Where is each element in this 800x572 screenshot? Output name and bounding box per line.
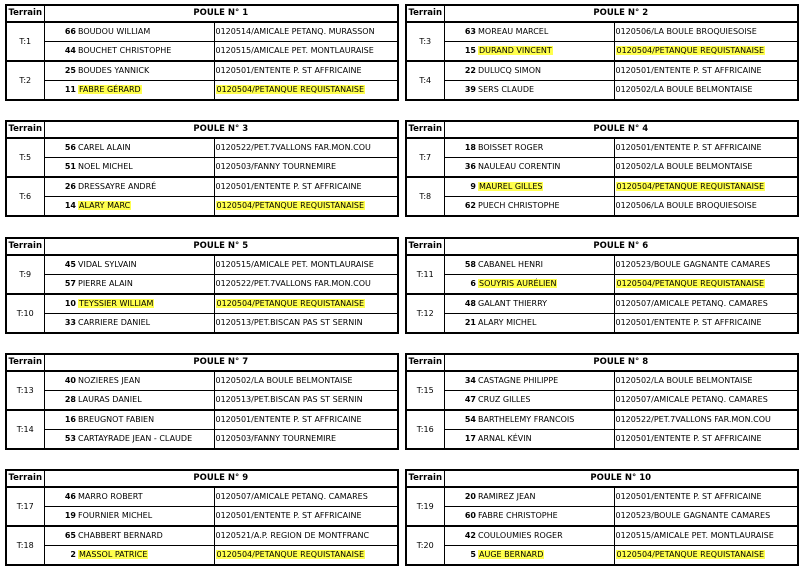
terrain-label: T:18 <box>6 526 44 565</box>
club-name: 0120501/ENTENTE P. ST AFFRICAINE <box>615 318 762 327</box>
player-number: 14 <box>44 197 78 217</box>
player-row <box>406 294 798 314</box>
poule-table <box>405 469 799 566</box>
player-row <box>6 158 398 178</box>
player-row <box>6 487 398 507</box>
player-name: CARRIERE DANIEL <box>78 318 151 327</box>
club-cell <box>614 391 798 411</box>
player-row <box>406 158 798 178</box>
terrain-label: T:11 <box>406 255 444 294</box>
club-name: 0120501/ENTENTE P. ST AFFRICAINE <box>215 511 362 520</box>
terrain-label: T:15 <box>406 371 444 410</box>
poule-title: POULE N° 7 <box>44 354 398 371</box>
club-name: 0120506/LA BOULE BROQUIESOISE <box>615 201 757 210</box>
player-row <box>6 42 398 62</box>
club-name: 0120515/AMICALE PET. MONTLAURAISE <box>215 46 374 55</box>
player-number: 26 <box>44 177 78 197</box>
player-row <box>6 197 398 217</box>
player-number: 17 <box>444 430 478 450</box>
player-row <box>6 391 398 411</box>
club-cell <box>214 391 398 411</box>
club-cell <box>214 22 398 42</box>
player-name: COULOUMIES ROGER <box>478 531 563 540</box>
club-cell <box>614 81 798 101</box>
player-row <box>6 81 398 101</box>
club-name: 0120504/PETANQUE REQUISTANAISE <box>216 299 365 308</box>
club-name: 0120515/AMICALE PET. MONTLAURAISE <box>615 531 774 540</box>
player-name-cell <box>478 526 614 546</box>
player-name-cell <box>78 81 214 101</box>
terrain-label: T:19 <box>406 487 444 526</box>
player-number: 33 <box>44 314 78 334</box>
club-name: 0120504/PETANQUE REQUISTANAISE <box>216 201 365 210</box>
player-number: 51 <box>44 158 78 178</box>
player-name-cell <box>478 430 614 450</box>
terrain-header: Terrain <box>6 354 44 371</box>
player-name: BREUGNOT FABIEN <box>78 415 155 424</box>
player-row <box>6 314 398 334</box>
club-cell <box>214 275 398 295</box>
club-cell <box>214 487 398 507</box>
club-cell <box>214 430 398 450</box>
player-name-cell <box>478 507 614 527</box>
player-number: 6 <box>444 275 478 295</box>
club-cell <box>614 487 798 507</box>
player-name-cell <box>478 42 614 62</box>
player-number: 39 <box>444 81 478 101</box>
player-name-cell <box>478 158 614 178</box>
club-name: 0120521/A.P. REGION DE MONTFRANC <box>215 531 370 540</box>
club-name: 0120504/PETANQUE REQUISTANAISE <box>216 85 365 94</box>
player-name-cell <box>78 177 214 197</box>
club-cell <box>214 294 398 314</box>
player-name: PUECH CHRISTOPHE <box>478 201 560 210</box>
terrain-label: T:12 <box>406 294 444 333</box>
terrain-label: T:4 <box>406 61 444 100</box>
club-cell <box>214 42 398 62</box>
club-name: 0120502/LA BOULE BELMONTAISE <box>215 376 353 385</box>
club-name: 0120501/ENTENTE P. ST AFFRICAINE <box>615 143 762 152</box>
player-name: BOISSET ROGER <box>478 143 544 152</box>
player-row <box>406 526 798 546</box>
player-row <box>6 294 398 314</box>
player-name-cell <box>78 487 214 507</box>
player-row <box>6 526 398 546</box>
club-name: 0120504/PETANQUE REQUISTANAISE <box>616 182 765 191</box>
club-cell <box>614 275 798 295</box>
player-number: 42 <box>444 526 478 546</box>
club-name: 0120507/AMICALE PETANQ. CAMARES <box>615 299 768 308</box>
club-cell <box>614 371 798 391</box>
terrain-label: T:17 <box>6 487 44 526</box>
club-name: 0120515/AMICALE PET. MONTLAURAISE <box>215 260 374 269</box>
poule-table <box>5 237 399 334</box>
player-name: CRUZ GILLES <box>478 395 531 404</box>
terrain-label: T:14 <box>6 410 44 449</box>
terrain-header: Terrain <box>406 238 444 255</box>
player-name: NOZIERES JEAN <box>78 376 141 385</box>
terrain-header: Terrain <box>6 5 44 22</box>
club-cell <box>614 197 798 217</box>
player-name: ALARY MICHEL <box>478 318 537 327</box>
club-name: 0120523/BOULE GAGNANTE CAMARES <box>615 260 771 269</box>
player-number: 15 <box>444 42 478 62</box>
player-name: ALARY MARC <box>79 201 131 210</box>
player-number: 57 <box>44 275 78 295</box>
player-row <box>406 371 798 391</box>
club-cell <box>214 507 398 527</box>
club-cell <box>214 177 398 197</box>
player-number: 18 <box>444 138 478 158</box>
player-number: 53 <box>44 430 78 450</box>
player-number: 48 <box>444 294 478 314</box>
player-row <box>6 61 398 81</box>
player-name: AUGE BERNARD <box>479 550 544 559</box>
terrain-label: T:20 <box>406 526 444 565</box>
player-name: CHABBERT BERNARD <box>78 531 163 540</box>
player-name: BOUDOU WILLIAM <box>78 27 151 36</box>
club-cell <box>614 526 798 546</box>
player-row <box>6 138 398 158</box>
player-name-cell <box>478 138 614 158</box>
player-number: 54 <box>444 410 478 430</box>
player-number: 45 <box>44 255 78 275</box>
player-number: 63 <box>444 22 478 42</box>
player-name: BOUCHET CHRISTOPHE <box>78 46 172 55</box>
club-cell <box>614 22 798 42</box>
club-cell <box>614 61 798 81</box>
terrain-header: Terrain <box>406 5 444 22</box>
club-cell <box>214 61 398 81</box>
player-name: LAURAS DANIEL <box>78 395 142 404</box>
player-row <box>6 255 398 275</box>
player-name: MAUREL GILLES <box>479 182 543 191</box>
club-name: 0120501/ENTENTE P. ST AFFRICAINE <box>615 66 762 75</box>
club-cell <box>614 294 798 314</box>
player-name: DRESSAYRE ANDRÉ <box>78 182 157 191</box>
player-row <box>406 22 798 42</box>
club-cell <box>614 410 798 430</box>
poule-table <box>5 4 399 101</box>
player-row <box>406 391 798 411</box>
club-cell <box>614 177 798 197</box>
club-cell <box>214 371 398 391</box>
player-name: TEYSSIER WILLIAM <box>79 299 154 308</box>
club-name: 0120501/ENTENTE P. ST AFFRICAINE <box>215 66 362 75</box>
player-name-cell <box>478 177 614 197</box>
club-cell <box>614 138 798 158</box>
player-name: FABRE CHRISTOPHE <box>478 511 558 520</box>
terrain-header: Terrain <box>6 121 44 138</box>
club-name: 0120522/PET.7VALLONS FAR.MON.COU <box>215 279 371 288</box>
player-name-cell <box>78 42 214 62</box>
player-number: 5 <box>444 546 478 566</box>
player-number: 20 <box>444 487 478 507</box>
player-row <box>6 410 398 430</box>
player-row <box>6 371 398 391</box>
player-number: 11 <box>44 81 78 101</box>
terrain-label: T:7 <box>406 138 444 177</box>
poule-title: POULE N° 6 <box>444 238 798 255</box>
player-number: 36 <box>444 158 478 178</box>
club-name: 0120513/PET.BISCAN PAS ST SERNIN <box>215 318 363 327</box>
terrain-header: Terrain <box>6 238 44 255</box>
club-cell <box>614 546 798 566</box>
club-name: 0120501/ENTENTE P. ST AFFRICAINE <box>215 415 362 424</box>
player-name: VIDAL SYLVAIN <box>78 260 137 269</box>
player-row <box>6 546 398 566</box>
player-name-cell <box>478 487 614 507</box>
player-name: DURAND VINCENT <box>479 46 552 55</box>
terrain-label: T:5 <box>6 138 44 177</box>
club-name: 0120502/LA BOULE BELMONTAISE <box>615 162 753 171</box>
player-row <box>406 61 798 81</box>
poule-table <box>5 353 399 450</box>
terrain-header: Terrain <box>406 121 444 138</box>
terrain-header: Terrain <box>406 470 444 487</box>
player-row <box>6 22 398 42</box>
player-name: FABRE GÉRARD <box>79 85 141 94</box>
player-name-cell <box>78 371 214 391</box>
club-name: 0120501/ENTENTE P. ST AFFRICAINE <box>215 182 362 191</box>
poule-table <box>405 353 799 450</box>
player-number: 10 <box>44 294 78 314</box>
club-cell <box>214 526 398 546</box>
club-cell <box>614 42 798 62</box>
player-name: SOUYRIS AURÉLIEN <box>479 279 557 288</box>
club-name: 0120501/ENTENTE P. ST AFFRICAINE <box>615 492 762 501</box>
club-name: 0120522/PET.7VALLONS FAR.MON.COU <box>215 143 371 152</box>
club-cell <box>214 255 398 275</box>
player-name-cell <box>478 314 614 334</box>
club-name: 0120503/FANNY TOURNEMIRE <box>215 162 337 171</box>
player-name: CABANEL HENRI <box>478 260 544 269</box>
poule-table <box>5 120 399 217</box>
player-name-cell <box>78 158 214 178</box>
player-name: FOURNIER MICHEL <box>78 511 153 520</box>
club-cell <box>214 158 398 178</box>
player-number: 66 <box>44 22 78 42</box>
club-cell <box>614 507 798 527</box>
player-row <box>6 275 398 295</box>
club-name: 0120513/PET.BISCAN PAS ST SERNIN <box>215 395 363 404</box>
player-row <box>406 138 798 158</box>
player-number: 65 <box>44 526 78 546</box>
club-name: 0120514/AMICALE PETANQ. MURASSON <box>215 27 375 36</box>
club-name: 0120502/LA BOULE BELMONTAISE <box>615 85 753 94</box>
club-cell <box>214 314 398 334</box>
player-name-cell <box>78 430 214 450</box>
player-number: 19 <box>44 507 78 527</box>
player-name: NAULEAU CORENTIN <box>478 162 561 171</box>
player-name-cell <box>78 275 214 295</box>
player-name-cell <box>478 81 614 101</box>
club-name: 0120504/PETANQUE REQUISTANAISE <box>616 46 765 55</box>
player-row <box>406 177 798 197</box>
player-name-cell <box>478 546 614 566</box>
player-number: 28 <box>44 391 78 411</box>
player-name: CARTAYRADE JEAN - CLAUDE <box>78 434 193 443</box>
player-row <box>406 546 798 566</box>
player-number: 22 <box>444 61 478 81</box>
player-row <box>406 275 798 295</box>
poule-title: POULE N° 5 <box>44 238 398 255</box>
player-name-cell <box>78 391 214 411</box>
terrain-label: T:8 <box>406 177 444 216</box>
player-name-cell <box>78 22 214 42</box>
player-number: 21 <box>444 314 478 334</box>
player-number: 40 <box>44 371 78 391</box>
player-name: BOUDES YANNICK <box>78 66 150 75</box>
player-name-cell <box>78 61 214 81</box>
player-name-cell <box>478 197 614 217</box>
terrain-label: T:16 <box>406 410 444 449</box>
terrain-label: T:10 <box>6 294 44 333</box>
club-name: 0120504/PETANQUE REQUISTANAISE <box>616 279 765 288</box>
player-name: RAMIREZ JEAN <box>478 492 536 501</box>
club-cell <box>614 430 798 450</box>
club-name: 0120502/LA BOULE BELMONTAISE <box>615 376 753 385</box>
club-cell <box>214 197 398 217</box>
club-cell <box>214 410 398 430</box>
club-name: 0120501/ENTENTE P. ST AFFRICAINE <box>615 434 762 443</box>
player-row <box>6 430 398 450</box>
player-name-cell <box>478 410 614 430</box>
player-row <box>406 430 798 450</box>
player-name-cell <box>78 138 214 158</box>
terrain-label: T:1 <box>6 22 44 61</box>
terrain-label: T:13 <box>6 371 44 410</box>
player-name-cell <box>78 294 214 314</box>
player-name-cell <box>78 546 214 566</box>
club-name: 0120522/PET.7VALLONS FAR.MON.COU <box>615 415 771 424</box>
player-name-cell <box>478 22 614 42</box>
player-name-cell <box>78 255 214 275</box>
player-row <box>406 255 798 275</box>
player-number: 56 <box>44 138 78 158</box>
club-cell <box>214 138 398 158</box>
player-row <box>406 81 798 101</box>
player-name: CASTAGNE PHILIPPE <box>478 376 559 385</box>
player-name-cell <box>478 371 614 391</box>
player-name-cell <box>78 526 214 546</box>
poule-title: POULE N° 8 <box>444 354 798 371</box>
player-name-cell <box>78 410 214 430</box>
poule-table <box>405 4 799 101</box>
player-name: GALANT THIERRY <box>478 299 548 308</box>
poule-title: POULE N° 4 <box>444 121 798 138</box>
player-name-cell <box>478 391 614 411</box>
player-row <box>6 177 398 197</box>
player-name: MARRO ROBERT <box>78 492 143 501</box>
poule-title: POULE N° 2 <box>444 5 798 22</box>
club-name: 0120506/LA BOULE BROQUIESOISE <box>615 27 757 36</box>
club-cell <box>214 81 398 101</box>
player-row <box>406 197 798 217</box>
poule-title: POULE N° 9 <box>44 470 398 487</box>
player-name: DULUCQ SIMON <box>478 66 541 75</box>
club-name: 0120507/AMICALE PETANQ. CAMARES <box>215 492 368 501</box>
player-row <box>6 507 398 527</box>
player-number: 47 <box>444 391 478 411</box>
player-number: 62 <box>444 197 478 217</box>
poule-table <box>405 120 799 217</box>
terrain-header: Terrain <box>6 470 44 487</box>
player-name: MASSOL PATRICE <box>79 550 148 559</box>
player-row <box>406 410 798 430</box>
player-row <box>406 42 798 62</box>
player-number: 58 <box>444 255 478 275</box>
club-name: 0120523/BOULE GAGNANTE CAMARES <box>615 511 771 520</box>
player-name: BARTHELEMY FRANCOIS <box>478 415 575 424</box>
club-name: 0120504/PETANQUE REQUISTANAISE <box>616 550 765 559</box>
club-name: 0120507/AMICALE PETANQ. CAMARES <box>615 395 768 404</box>
poule-title: POULE N° 10 <box>444 470 798 487</box>
terrain-label: T:6 <box>6 177 44 216</box>
player-row <box>406 314 798 334</box>
club-cell <box>214 546 398 566</box>
player-name: PIERRE ALAIN <box>78 279 133 288</box>
player-name: SERS CLAUDE <box>478 85 535 94</box>
player-number: 25 <box>44 61 78 81</box>
poule-title: POULE N° 1 <box>44 5 398 22</box>
poule-title: POULE N° 3 <box>44 121 398 138</box>
terrain-header: Terrain <box>406 354 444 371</box>
club-cell <box>614 158 798 178</box>
player-number: 46 <box>44 487 78 507</box>
terrain-label: T:3 <box>406 22 444 61</box>
player-name: MOREAU MARCEL <box>478 27 549 36</box>
club-name: 0120504/PETANQUE REQUISTANAISE <box>216 550 365 559</box>
player-name-cell <box>78 314 214 334</box>
club-name: 0120503/FANNY TOURNEMIRE <box>215 434 337 443</box>
player-name: ARNAL KÉVIN <box>478 434 532 443</box>
player-name-cell <box>478 61 614 81</box>
player-name-cell <box>78 197 214 217</box>
club-cell <box>614 314 798 334</box>
terrain-label: T:2 <box>6 61 44 100</box>
player-name-cell <box>478 255 614 275</box>
player-name-cell <box>478 294 614 314</box>
club-cell <box>614 255 798 275</box>
player-number: 34 <box>444 371 478 391</box>
player-row <box>406 507 798 527</box>
player-number: 9 <box>444 177 478 197</box>
player-number: 60 <box>444 507 478 527</box>
poule-table <box>5 469 399 566</box>
player-name-cell <box>78 507 214 527</box>
player-name: NOEL MICHEL <box>78 162 133 171</box>
player-number: 2 <box>44 546 78 566</box>
poule-table <box>405 237 799 334</box>
player-name: CAREL ALAIN <box>78 143 131 152</box>
terrain-label: T:9 <box>6 255 44 294</box>
player-number: 44 <box>44 42 78 62</box>
player-row <box>406 487 798 507</box>
player-name-cell <box>478 275 614 295</box>
player-number: 16 <box>44 410 78 430</box>
